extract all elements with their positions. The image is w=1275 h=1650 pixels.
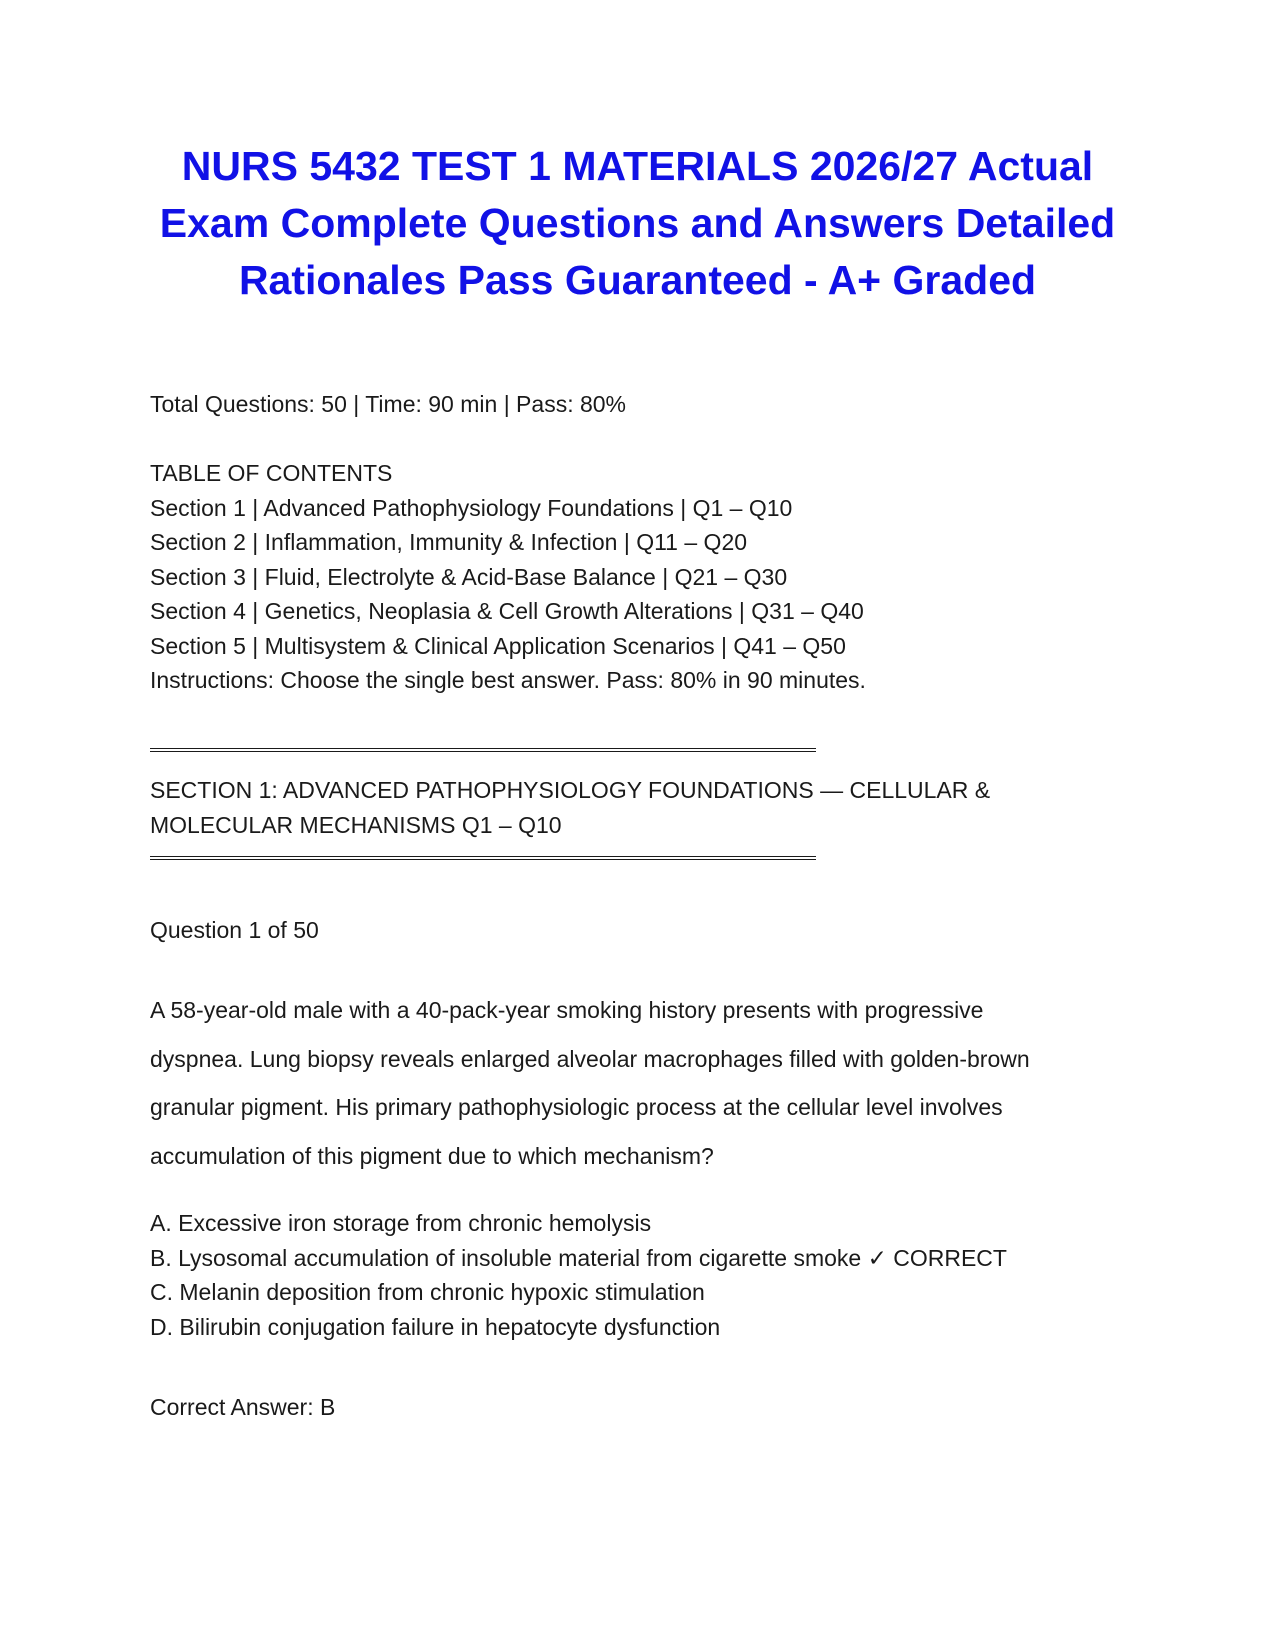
title-line: Rationales Pass Guaranteed - A+ Graded bbox=[238, 257, 1037, 303]
title-line: NURS 5432 TEST 1 MATERIALS 2026/27 Actual bbox=[181, 143, 1094, 189]
answer-option: C. Melanin deposition from chronic hypoxic stimulation bbox=[150, 1279, 705, 1305]
answer-option: D. Bilirubin conjugation failure in hepatocyte dysfunction bbox=[150, 1313, 721, 1340]
stem-line: granular pigment. His primary pathophysiologic process at the cellular level involves bbox=[150, 1094, 1003, 1120]
question-number: Question 1 of 50 bbox=[150, 917, 319, 943]
correct-answer: Correct Answer: B bbox=[150, 1394, 336, 1420]
answer-option: A. Excessive iron storage from chronic hemolysis bbox=[150, 1210, 652, 1236]
section-heading-line: SECTION 1: ADVANCED PATHOPHYSIOLOGY FOUNDATIONS — CELLULAR & bbox=[150, 777, 991, 803]
section-divider-bottom bbox=[150, 856, 816, 860]
answer-option: B. Lysosomal accumulation of insoluble material from cigarette smoke ✓ CORRECT bbox=[150, 1244, 1007, 1271]
toc-item: Section 1 | Advanced Pathophysiology Foundations | Q1 – Q10 bbox=[150, 494, 793, 521]
document-title bbox=[150, 138, 1125, 309]
question-stem bbox=[150, 986, 1030, 1180]
toc-item: Section 3 | Fluid, Electrolyte & Acid-Base Balance | Q21 – Q30 bbox=[150, 563, 788, 590]
toc-item: Section 4 | Genetics, Neoplasia & Cell Growth Alterations | Q31 – Q40 bbox=[150, 598, 864, 624]
answer-options bbox=[150, 1206, 1007, 1344]
toc-heading: TABLE OF CONTENTS bbox=[150, 460, 393, 486]
toc-instructions: Instructions: Choose the single best answer. Pass: 80% in 90 minutes. bbox=[150, 667, 866, 693]
stem-line: accumulation of this pigment due to which mechanism? bbox=[150, 1142, 714, 1169]
toc-item: Section 2 | Inflammation, Immunity & Infection | Q11 – Q20 bbox=[150, 529, 748, 555]
exam-meta: Total Questions: 50 | Time: 90 min | Pass: 80% bbox=[150, 391, 627, 417]
stem-line: A 58-year-old male with a 40-pack-year smoking history presents with progressive bbox=[150, 997, 984, 1023]
section-heading bbox=[150, 773, 990, 842]
stem-line: dyspnea. Lung biopsy reveals enlarged alveolar macrophages filled with golden-brown bbox=[150, 1045, 1030, 1072]
section-heading-line: MOLECULAR MECHANISMS Q1 – Q10 bbox=[150, 811, 562, 838]
title-line: Exam Complete Questions and Answers Detailed bbox=[159, 200, 1116, 246]
table-of-contents bbox=[150, 456, 866, 698]
toc-item: Section 5 | Multisystem & Clinical Application Scenarios | Q41 – Q50 bbox=[150, 632, 846, 659]
section-divider-top bbox=[150, 748, 816, 752]
